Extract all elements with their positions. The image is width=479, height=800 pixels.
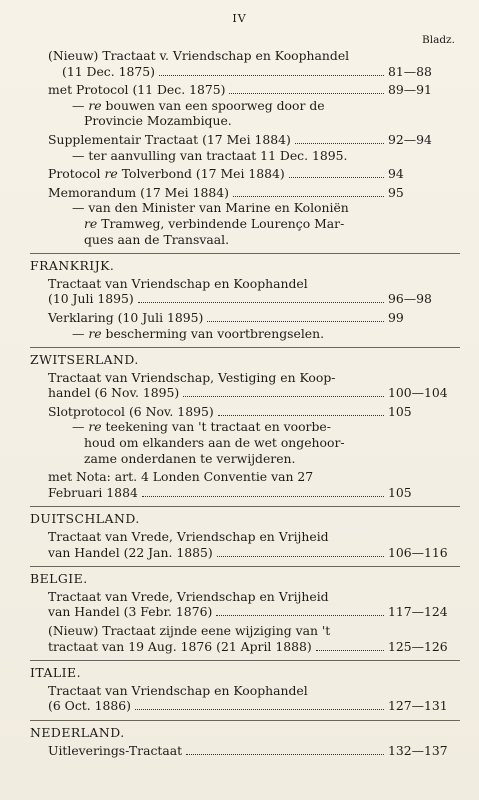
toc-entry-zwitserland-slotprotocol [48, 404, 460, 466]
entry-title-cont: van Handel (3 Febr. 1876) [48, 604, 213, 620]
page-ref: 105 [388, 403, 412, 419]
dot-leader [142, 495, 384, 497]
toc-entry-duitschland-tractaat [48, 529, 460, 560]
page-ref: 81—88 [388, 63, 432, 79]
section-duitschland [30, 506, 460, 560]
entry-title-cont: (11 Dec. 1875) [62, 63, 155, 79]
dot-leader [289, 176, 384, 178]
toc-entry-memorandum [48, 185, 460, 247]
page-ref: 94 [388, 166, 404, 182]
entry-title-cont: Februari 1884 [48, 484, 138, 500]
dot-leader [229, 92, 384, 94]
dot-leader [207, 320, 384, 322]
section-frankrijk [30, 253, 460, 341]
page-ref: 92—94 [388, 131, 432, 147]
dot-leader [186, 753, 384, 755]
dot-leader [183, 395, 384, 397]
entry-title: Tractaat van Vriendschap en Koophandel [48, 682, 308, 698]
page-ref: 125—126 [388, 638, 448, 654]
entry-title-cont: handel (6 Nov. 1895) [48, 385, 180, 401]
dot-leader [217, 555, 384, 557]
dot-leader [233, 195, 384, 197]
dot-leader [135, 708, 384, 710]
entry-subtitle: bescherming van voortbrengselen. [105, 325, 325, 341]
section-nederland [30, 720, 460, 758]
toc-entry-supplementair-tractaat [48, 132, 460, 163]
page-ref: 99 [388, 309, 404, 325]
entry-subtitle-cont: ques aan de Transvaal. [84, 231, 230, 247]
dot-leader [138, 301, 384, 303]
section-title: ITALIE. [30, 665, 82, 681]
page-ref: 117—124 [388, 604, 448, 620]
page-ref: 96—98 [388, 291, 432, 307]
toc-entry-frankrijk-verklaring [48, 310, 460, 341]
re-marker: re [104, 166, 118, 182]
entry-title: Tractaat van Vrede, Vriendschap en Vrijheid [48, 588, 329, 604]
page-number: IV [232, 12, 247, 25]
toc-entry-protocol-1875 [48, 82, 460, 129]
entry-subtitle: bouwen van een spoorweg door de [105, 97, 325, 113]
entry-title: Memorandum (17 Mei 1884) [48, 184, 229, 200]
entry-title: Tractaat van Vriendschap en Koophandel [48, 275, 308, 291]
toc-entry-italie-tractaat [48, 683, 460, 714]
entry-title: Verklaring (10 Juli 1895) [48, 309, 204, 325]
page-ref: 132—137 [388, 742, 448, 758]
table-of-contents [30, 48, 460, 761]
entry-subtitle-cont: Tramweg, verbindende Lourenço Mar- [101, 215, 345, 231]
dot-leader [218, 414, 384, 416]
bladz-column-header: Bladz. [422, 34, 455, 46]
section-belgie [30, 566, 460, 654]
entry-title: Uitleverings-Tractaat [48, 742, 183, 758]
section-title: ZWITSERLAND. [30, 352, 139, 368]
page-ref: 106—116 [388, 544, 448, 560]
entry-title: Tractaat van Vriendschap, Vestiging en Koop- [48, 369, 336, 385]
entry-subtitle-cont: zame onderdanen te verwijderen. [84, 450, 296, 466]
entry-title: (Nieuw) Tractaat v. Vriendschap en Koophandel [48, 48, 350, 63]
page-ref: 95 [388, 184, 404, 200]
toc-entry-nederland-uitlevering [48, 743, 460, 759]
re-marker: — re [72, 325, 102, 341]
entry-title-cont: van Handel (22 Jan. 1885) [48, 544, 213, 560]
entry-title-cont: (10 Juli 1895) [48, 291, 134, 307]
dot-leader [216, 614, 384, 616]
section-title: BELGIE. [30, 571, 88, 587]
re-marker: re [84, 215, 98, 231]
entry-subtitle-cont: Provincie Mozambique. [84, 113, 232, 129]
page-ref: 127—131 [388, 698, 448, 714]
toc-entry-belgie-nieuw-tractaat [48, 623, 460, 654]
section-title: DUITSCHLAND. [30, 511, 140, 527]
entry-subtitle: — van den Minister van Marine en Koloniën [72, 200, 349, 216]
entry-title-cont: (6 Oct. 1886) [48, 698, 131, 714]
entry-title: met Nota: art. 4 Londen Conventie van 27 [48, 469, 314, 485]
re-marker: — re [72, 97, 102, 113]
toc-entry-zwitserland-nota [48, 469, 460, 500]
entry-title: Supplementair Tractaat (17 Mei 1884) [48, 131, 291, 147]
page-ref: 89—91 [388, 82, 432, 98]
entry-subtitle-cont: houd om elkanders aan de wet ongehoor- [84, 435, 345, 451]
dot-leader [159, 74, 384, 76]
section-zwitserland [30, 347, 460, 500]
entry-subtitle: teekening van 't tractaat en voorbe- [105, 419, 331, 435]
re-marker: — re [72, 419, 102, 435]
entry-subtitle: — ter aanvulling van tractaat 11 Dec. 1895. [72, 147, 348, 163]
entry-title: Slotprotocol (6 Nov. 1895) [48, 403, 214, 419]
toc-entry-zwitserland-tractaat [48, 370, 460, 401]
toc-entry-tractaat-1875 [48, 48, 460, 79]
section-title: NEDERLAND. [30, 724, 125, 740]
dot-leader [295, 142, 384, 144]
entry-title-cont: tractaat van 19 Aug. 1876 (21 April 1888) [48, 638, 312, 654]
toc-entry-belgie-tractaat [48, 589, 460, 620]
page-ref: 105 [388, 484, 412, 500]
toc-entry-frankrijk-tractaat [48, 276, 460, 307]
entry-title-cont: Tolverbond (17 Mei 1884) [121, 166, 285, 182]
dot-leader [316, 649, 384, 651]
toc-entry-protocol-tolverbond [48, 166, 460, 182]
section-title: FRANKRIJK. [30, 258, 115, 274]
page-ref: 100—104 [388, 385, 448, 401]
entry-title: Protocol [48, 166, 101, 182]
entry-title: (Nieuw) Tractaat zijnde eene wijziging van 't [48, 623, 331, 638]
section-italie [30, 660, 460, 714]
entry-title: met Protocol (11 Dec. 1875) [48, 82, 226, 98]
entry-title: Tractaat van Vrede, Vriendschap en Vrijheid [48, 529, 329, 545]
